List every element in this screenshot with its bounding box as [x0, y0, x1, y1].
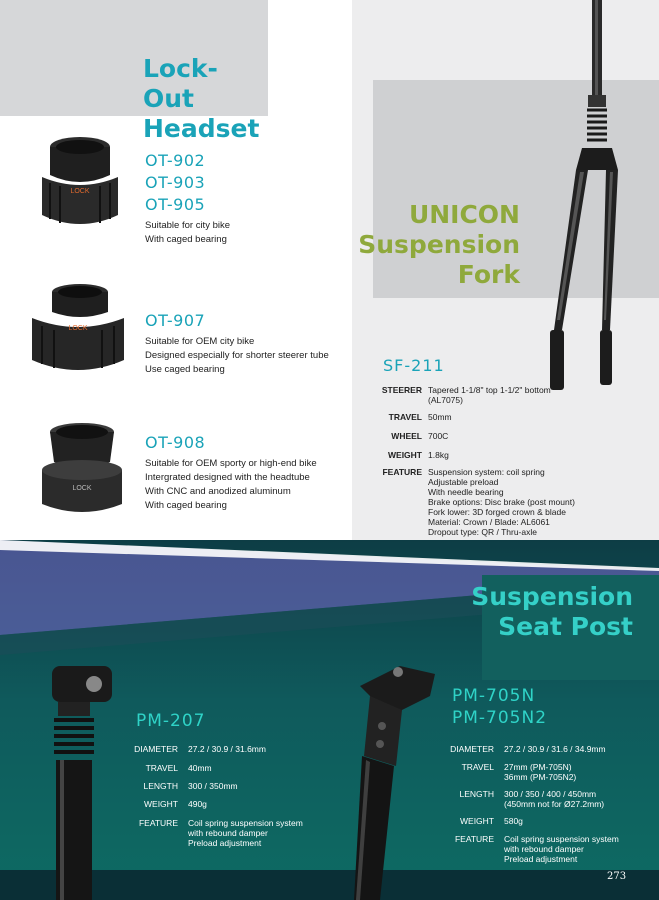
svg-text:LOCK: LOCK [68, 325, 88, 332]
spec-value: 1.8kg [428, 450, 449, 460]
pm705-spec-table [446, 744, 656, 874]
headset-ot907 [145, 310, 329, 377]
spec-value [504, 834, 619, 864]
desc-line: Suitable for OEM city bike [145, 336, 255, 347]
model-ot905: OT-905 [145, 195, 206, 214]
seatpost-image [42, 664, 122, 900]
fork-title-line3: Fork [457, 260, 520, 289]
fork-model: SF-211 [383, 356, 445, 375]
lockout-title [143, 54, 268, 144]
model-ot908: OT-908 [145, 433, 206, 452]
spec-key: DIAMETER [450, 744, 494, 754]
page-number: 273 [607, 871, 627, 882]
seatpost-title-line2: Seat Post [498, 612, 633, 641]
spec-key: FEATURE [454, 834, 494, 844]
spec-key: WEIGHT [144, 799, 178, 809]
spec-value-line: Dropout type: QR / Thru-axle [428, 527, 537, 537]
spec-value-line: with rebound damper [188, 828, 268, 838]
headset-cup-icon [36, 420, 128, 520]
seatpost-image [340, 656, 450, 900]
spec-value [428, 467, 575, 537]
fork-image [540, 0, 640, 400]
seatpost-title [471, 582, 633, 642]
spec-value: 300 / 350mm [188, 781, 238, 791]
spec-value [504, 789, 604, 809]
spec-value [504, 762, 576, 782]
spec-value: 50mm [428, 412, 452, 422]
spec-key: STEERER [381, 385, 422, 395]
spec-key: TRAVEL [388, 412, 422, 422]
spec-value-line: Coil spring suspension system [188, 818, 303, 828]
spec-value: 700C [428, 431, 449, 441]
spec-value: 580g [504, 816, 523, 826]
desc-line: Suitable for city bike [145, 220, 231, 231]
spec-value-line: 36mm (PM-705N2) [504, 772, 577, 782]
fork-title [320, 200, 520, 290]
model-pm705n: PM-705N [452, 686, 536, 706]
lockout-title-line2: Headset [143, 114, 260, 143]
lockout-header-bar [0, 0, 268, 143]
headset-cup-icon [36, 133, 124, 233]
spec-key: WHEEL [391, 431, 422, 441]
spec-value-line: with rebound damper [504, 844, 584, 854]
model-ot902: OT-902 [145, 151, 206, 170]
pm207-spec-table [130, 744, 350, 854]
svg-text:LOCK: LOCK [70, 188, 90, 195]
lockout-title-line1: Lock-Out [143, 54, 218, 113]
spec-key: LENGTH [459, 789, 494, 799]
spec-value-line: Adjustable preload [428, 477, 499, 487]
spec-value-line: 300 / 350 / 400 / 450mm [504, 789, 597, 799]
svg-text:LOCK: LOCK [72, 485, 92, 492]
spec-value: 27.2 / 30.9 / 31.6 / 34.9mm [504, 744, 606, 754]
seatpost-title-line1: Suspension [471, 582, 633, 611]
spec-key: DIAMETER [134, 744, 178, 754]
spec-value-line: Fork lower: 3D forged crown & blade [428, 507, 566, 517]
spec-value-line: With needle bearing [428, 487, 504, 497]
model-pm705n2: PM-705N2 [452, 708, 548, 728]
desc-line: With CNC and anodized aluminum [145, 486, 291, 497]
spec-value-line: Brake options: Disc brake (post mount) [428, 497, 575, 507]
desc-line: With caged bearing [145, 500, 227, 511]
model-ot903: OT-903 [145, 173, 206, 192]
spec-key: LENGTH [143, 781, 178, 791]
spec-key: WEIGHT [388, 450, 422, 460]
headset-ot902 [145, 150, 230, 247]
fork-title-line1: UNICON [408, 200, 520, 229]
desc-line: Use caged bearing [145, 364, 225, 375]
fork-title-line2: Suspension [358, 230, 520, 259]
fork-spec-table [380, 385, 650, 545]
seatpost-section [0, 540, 659, 900]
spec-value-line: (AL7075) [428, 395, 463, 405]
spec-value-line: Suspension system: coil spring [428, 467, 545, 477]
spec-value [188, 818, 303, 848]
headset-cup-icon [28, 280, 128, 380]
desc-line: Suitable for OEM sporty or high-end bike [145, 458, 317, 469]
model-ot907: OT-907 [145, 311, 206, 330]
spec-value: 27.2 / 30.9 / 31.6mm [188, 744, 266, 754]
spec-value-line: (450mm not for Ø27.2mm) [504, 799, 605, 809]
desc-line: With caged bearing [145, 234, 227, 245]
model-pm207: PM-207 [136, 711, 206, 731]
spec-value-line: Material: Crown / Blade: AL6061 [428, 517, 550, 527]
headset-ot908 [145, 432, 317, 513]
spec-value-line: Preload adjustment [504, 854, 578, 864]
spec-value-line: Tapered 1-1/8" top 1-1/2" bottom [428, 385, 551, 395]
desc-line: Intergrated designed with the headtube [145, 472, 310, 483]
spec-key: TRAVEL [145, 763, 178, 773]
spec-key: TRAVEL [461, 762, 494, 772]
spec-key: WEIGHT [460, 816, 494, 826]
spec-value: 490g [188, 799, 207, 809]
desc-line: Designed especially for shorter steerer tube [145, 350, 329, 361]
spec-value: 40mm [188, 763, 212, 773]
spec-value-line: Preload adjustment [188, 838, 262, 848]
spec-value-line: 27mm (PM-705N) [504, 762, 572, 772]
spec-value [428, 385, 551, 405]
spec-value-line: Coil spring suspension system [504, 834, 619, 844]
spec-key: FEATURE [382, 467, 422, 477]
spec-key: FEATURE [138, 818, 178, 828]
model-pm705 [452, 685, 547, 729]
